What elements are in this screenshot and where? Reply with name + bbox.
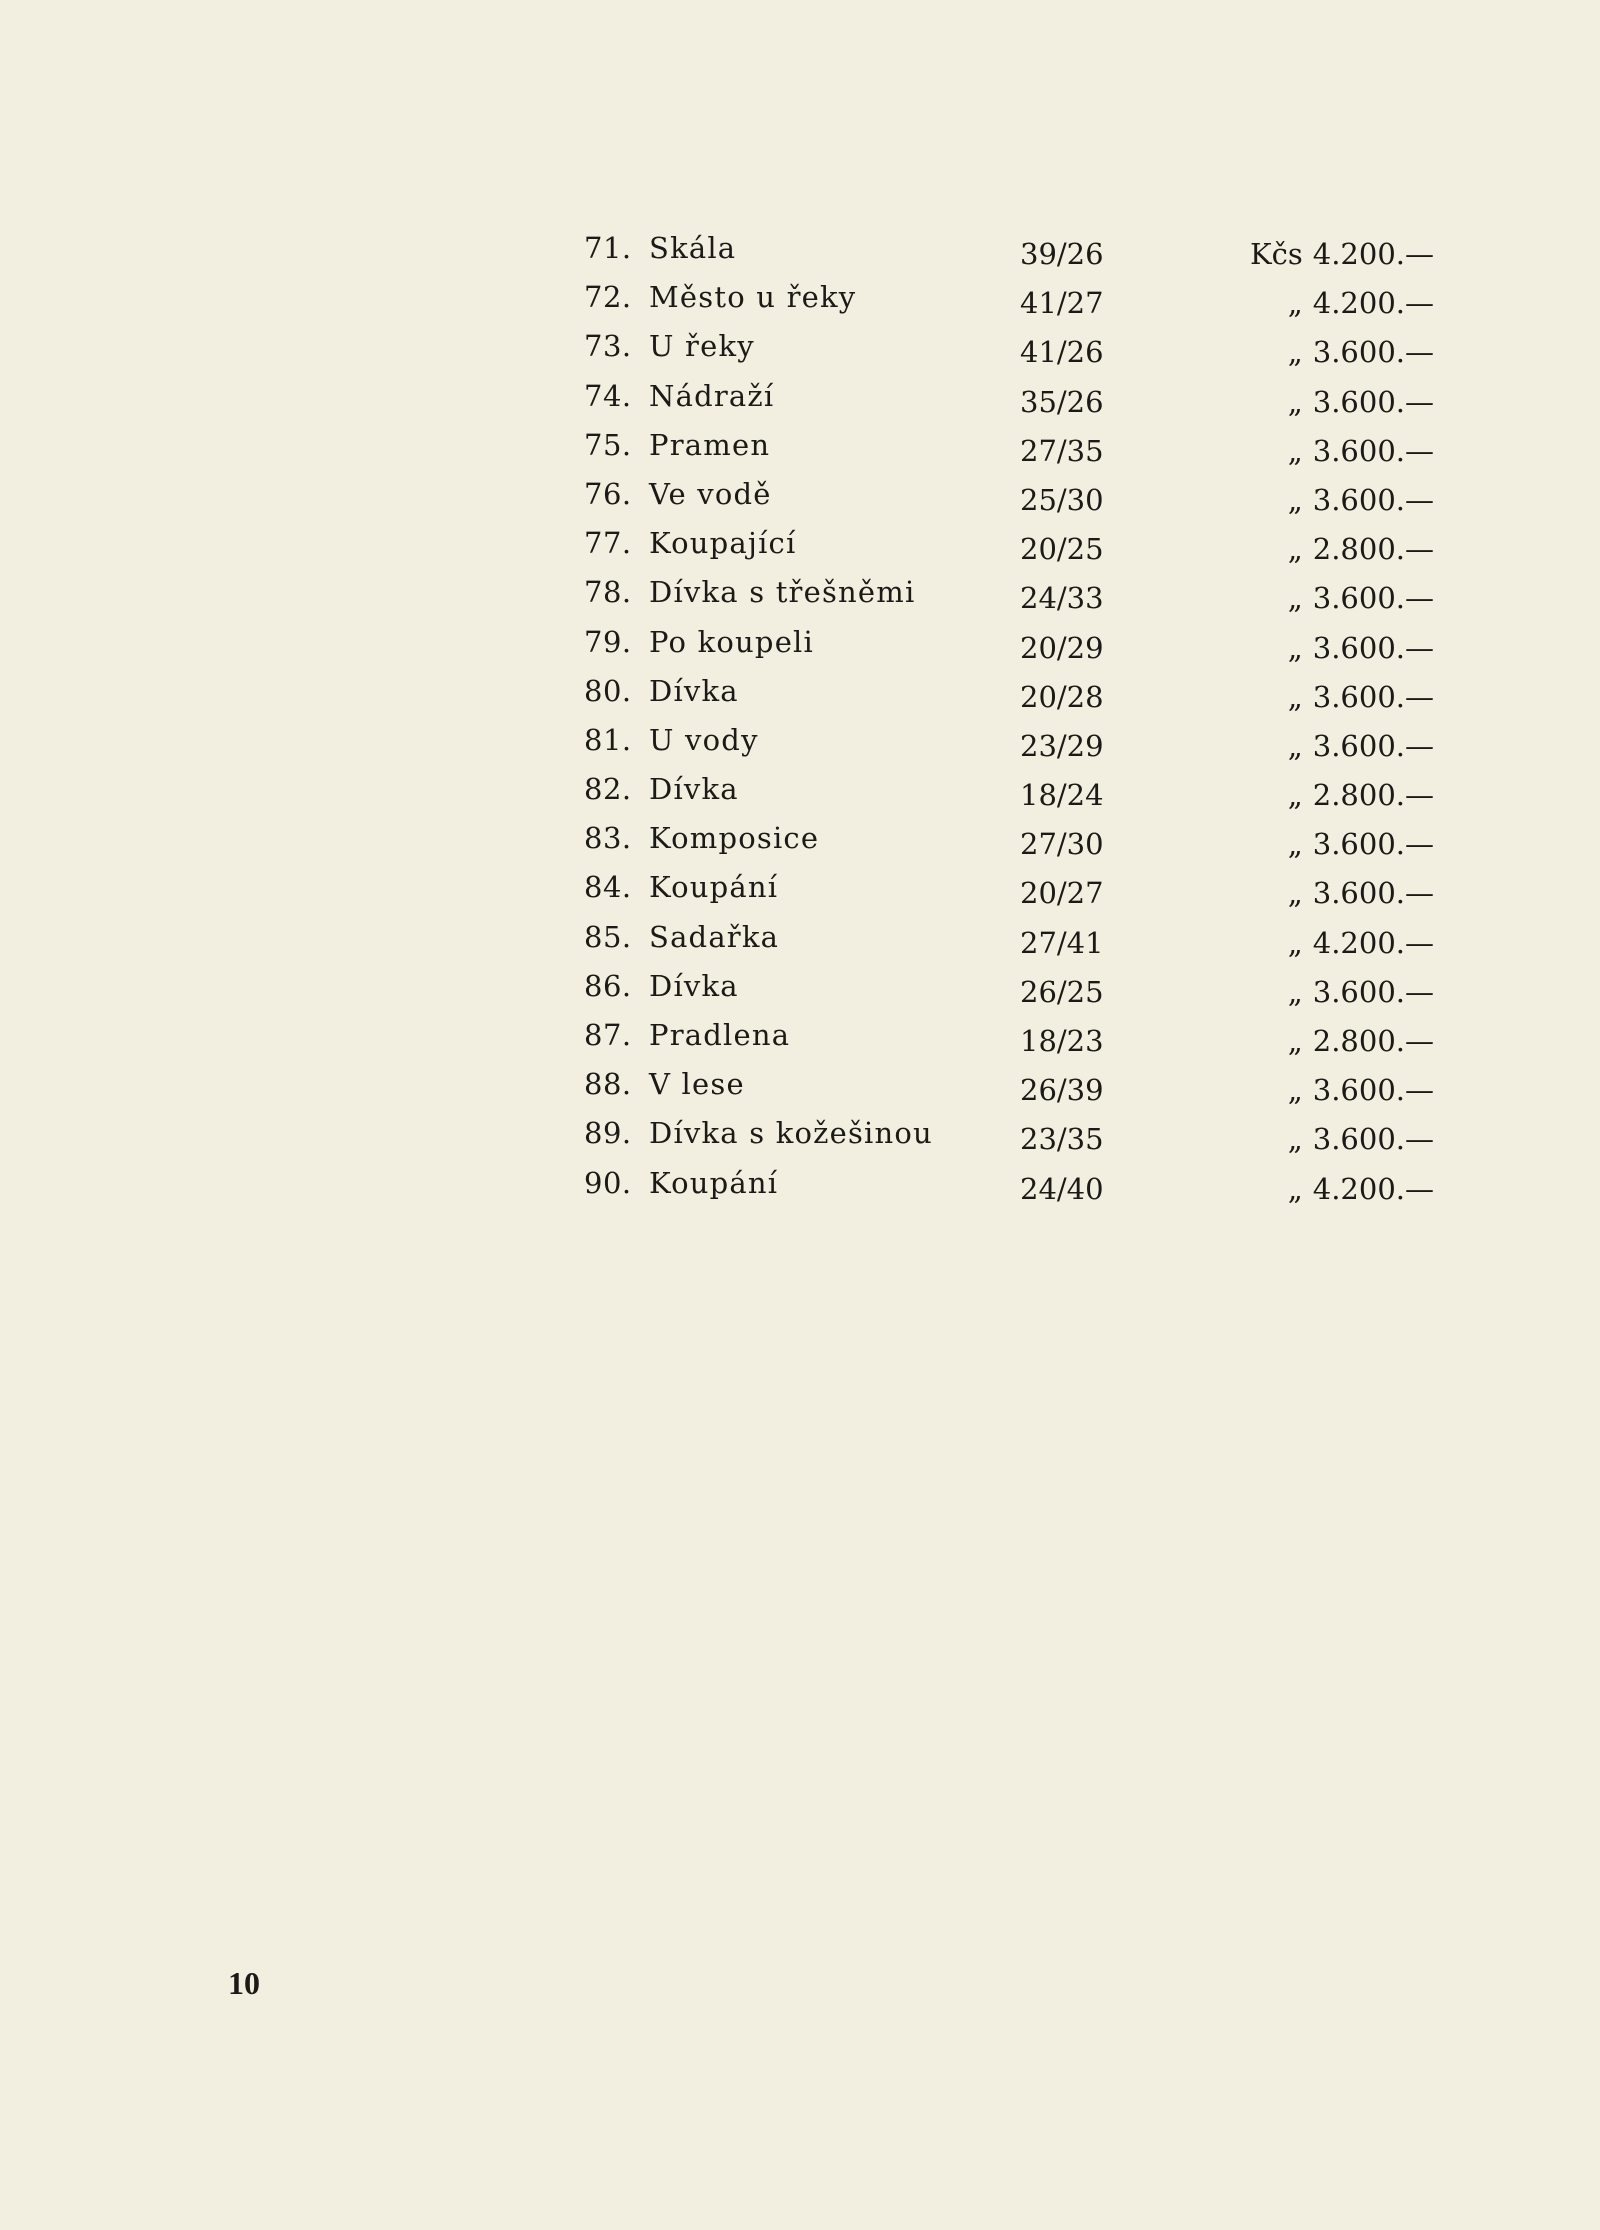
list-item [584,572,1434,621]
list-item [584,277,1434,326]
list-item [584,523,1434,572]
item-price: 3.600.— [1312,630,1434,665]
item-currency: „ [1287,876,1303,911]
item-dimensions: 20/25 [1020,532,1104,567]
item-number: 75. [584,427,632,462]
item-number: 84. [584,870,632,905]
item-dimensions: 23/35 [1020,1122,1104,1157]
item-title: Město u řeky [649,280,857,315]
item-price-block [1288,1119,1434,1159]
item-currency: „ [1287,974,1303,1009]
item-title: Skála [649,231,737,265]
item-dimensions: 27/41 [1020,925,1104,960]
item-price: 4.200.— [1312,1171,1434,1206]
item-number: 81. [584,722,632,757]
list-item [584,917,1434,966]
item-title: Koupání [649,1165,779,1200]
item-currency: „ [1287,1171,1303,1206]
list-item [584,867,1434,916]
item-number: 71. [584,231,632,265]
item-dimensions: 24/40 [1020,1171,1104,1206]
list-item [584,425,1434,474]
item-price-block [1288,431,1434,471]
item-currency: Kčs [1249,237,1303,271]
item-currency: „ [1287,827,1303,862]
item-title: V lese [649,1067,745,1102]
item-price-block [1288,873,1434,913]
item-title: Dívka [649,673,739,708]
item-price-block [1288,332,1434,372]
item-price: 2.800.— [1312,778,1434,813]
item-number: 83. [584,821,632,856]
item-dimensions: 27/35 [1020,433,1104,468]
item-number: 90. [584,1165,632,1200]
item-dimensions: 23/29 [1020,728,1104,763]
item-number: 76. [584,476,632,511]
item-currency: „ [1287,433,1303,468]
item-price-block [1288,972,1434,1012]
item-currency: „ [1287,1024,1303,1058]
item-currency: „ [1287,925,1303,960]
item-dimensions: 26/25 [1020,974,1104,1009]
item-title: Koupající [649,526,797,561]
item-price: 3.600.— [1312,876,1434,911]
item-number: 87. [584,1018,632,1052]
item-price: 2.800.— [1312,1024,1434,1058]
item-currency: „ [1287,778,1303,813]
item-currency: „ [1287,532,1303,567]
item-price: 4.200.— [1312,925,1434,960]
item-price: 3.600.— [1312,1122,1434,1157]
item-price-block [1288,283,1434,323]
item-title: Po koupeli [649,624,815,659]
item-number: 78. [584,575,632,610]
item-price-block [1288,480,1434,520]
list-item [584,1015,1434,1064]
item-title: U vody [649,722,759,757]
list-item [584,769,1434,818]
item-dimensions: 20/27 [1020,876,1104,911]
item-currency: „ [1287,335,1303,370]
item-title: Dívka s třešněmi [649,575,916,610]
item-currency: „ [1287,286,1303,321]
item-dimensions: 24/33 [1020,581,1104,616]
item-title: Pramen [649,427,771,462]
item-title: U řeky [649,329,755,364]
item-number: 85. [584,919,632,954]
item-currency: „ [1287,1073,1303,1108]
item-number: 72. [584,280,632,315]
item-price: 3.600.— [1312,335,1434,370]
artwork-list [584,228,1434,1212]
item-price: 3.600.— [1312,728,1434,763]
item-number: 73. [584,329,632,364]
item-price: 4.200.— [1312,237,1434,271]
item-dimensions: 18/23 [1020,1024,1104,1058]
item-price-block [1288,923,1434,963]
item-price-block [1288,775,1434,815]
item-price: 3.600.— [1312,974,1434,1009]
item-dimensions: 18/24 [1020,778,1104,813]
item-dimensions: 25/30 [1020,482,1104,517]
item-price: 3.600.— [1312,482,1434,517]
item-currency: „ [1287,482,1303,517]
item-title: Komposice [649,821,820,856]
item-price: 3.600.— [1312,384,1434,419]
item-price-block [1288,1169,1434,1209]
item-price-block [1288,578,1434,618]
item-price-block [1288,628,1434,668]
item-title: Koupání [649,870,779,905]
item-number: 79. [584,624,632,659]
item-price-block [1288,1070,1434,1110]
item-price-block [1288,382,1434,422]
item-dimensions: 27/30 [1020,827,1104,862]
list-item [584,474,1434,523]
item-dimensions: 41/26 [1020,335,1104,370]
item-title: Pradlena [649,1018,791,1052]
item-price: 3.600.— [1312,1073,1434,1108]
item-dimensions: 20/29 [1020,630,1104,665]
item-price-block [1288,677,1434,717]
item-title: Ve vodě [649,476,772,511]
item-dimensions: 26/39 [1020,1073,1104,1108]
item-title: Dívka [649,968,739,1003]
item-number: 89. [584,1116,632,1151]
list-item [584,818,1434,867]
item-dimensions: 41/27 [1020,286,1104,321]
item-price: 3.600.— [1312,679,1434,714]
list-item [584,1113,1434,1162]
item-currency: „ [1287,679,1303,714]
item-price-block [1288,824,1434,864]
list-item [584,671,1434,720]
item-currency: „ [1287,728,1303,763]
list-item [584,966,1434,1015]
item-currency: „ [1287,630,1303,665]
item-price: 2.800.— [1312,532,1434,567]
item-title: Sadařka [649,919,780,954]
item-price: 4.200.— [1312,286,1434,321]
item-currency: „ [1287,581,1303,616]
item-number: 80. [584,673,632,708]
item-dimensions: 35/26 [1020,384,1104,419]
item-currency: „ [1287,1122,1303,1157]
list-item [584,720,1434,769]
item-dimensions: 20/28 [1020,679,1104,714]
list-item [584,1064,1434,1113]
item-currency: „ [1287,384,1303,419]
list-item [584,1163,1434,1212]
item-price-block [1288,1021,1434,1061]
item-title: Dívka [649,772,739,807]
item-number: 86. [584,968,632,1003]
item-number: 88. [584,1067,632,1102]
item-price: 3.600.— [1312,581,1434,616]
list-item [584,376,1434,425]
item-price-block [1250,234,1434,274]
item-number: 82. [584,772,632,807]
list-item [584,622,1434,671]
list-item [584,228,1434,277]
page-number: 10 [228,1965,260,2001]
item-dimensions: 39/26 [1020,237,1104,271]
list-item [584,326,1434,375]
item-price-block [1288,726,1434,766]
item-price: 3.600.— [1312,433,1434,468]
item-number: 77. [584,526,632,561]
item-title: Nádraží [649,378,775,413]
item-title: Dívka s kožešinou [649,1116,933,1151]
item-price-block [1288,529,1434,569]
item-number: 74. [584,378,632,413]
item-price: 3.600.— [1312,827,1434,862]
